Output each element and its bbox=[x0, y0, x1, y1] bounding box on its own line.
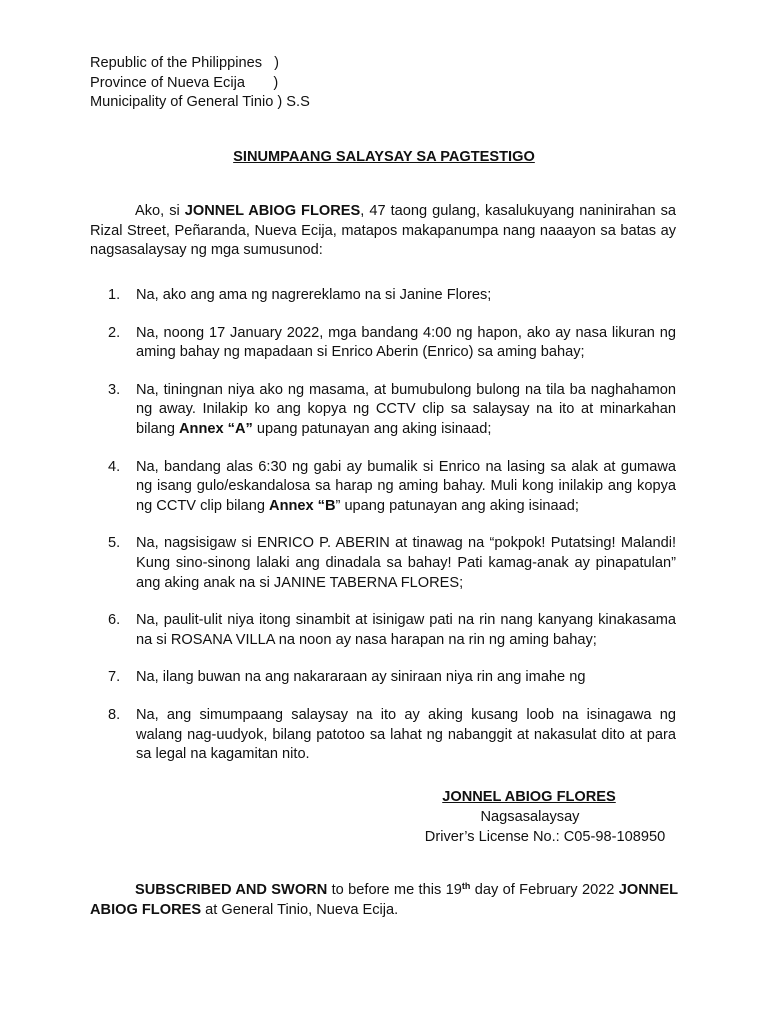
jurat-affiant-name: JONNEL ABIOG FLORES bbox=[90, 882, 678, 918]
statement-text-tail: ” upang patunayan ang aking isinaad; bbox=[335, 497, 579, 514]
statement-number: 3. bbox=[108, 381, 121, 398]
statement-number: 5. bbox=[108, 535, 121, 552]
jurat-superscript: th bbox=[461, 881, 471, 891]
statement-number: 6. bbox=[108, 612, 121, 629]
document-title: SINUMPAANG SALAYSAY SA PAGTESTIGO bbox=[233, 149, 535, 165]
statement-text: Na, ilang buwan na ang nakararaan ay siniraan niya rin ang imahe ng bbox=[136, 669, 586, 686]
statement-number: 2. bbox=[108, 324, 121, 341]
jurat-text-2: day of February 2022 bbox=[470, 882, 619, 898]
jurat-text-3: at General Tinio, Nueva Ecija. bbox=[201, 901, 399, 918]
intro-pre-text: Ako, si bbox=[135, 203, 185, 219]
statement-item bbox=[108, 381, 676, 440]
statement-text: Na, bandang alas 6:30 ng gabi ay bumalik si Enrico na lasing sa alak at gumawa ng isang gulo/eskandalosa sa harap ng aming bahay. Muli kong inilakip ang kopya ng CCTV clip bilang bbox=[136, 458, 676, 514]
statement-number: 8. bbox=[108, 706, 121, 723]
statement-item bbox=[108, 458, 676, 517]
statement-number: 7. bbox=[108, 669, 121, 686]
signatory-role: Nagsasalaysay bbox=[480, 809, 580, 825]
statement-text: Na, ako ang ama ng nagrereklamo na si Janine Flores; bbox=[136, 287, 492, 303]
intro-paragraph bbox=[90, 202, 676, 261]
statement-item bbox=[108, 324, 676, 363]
statement-item bbox=[108, 706, 676, 765]
statement-item bbox=[108, 534, 676, 593]
annex-label: Annex “B bbox=[269, 497, 336, 514]
statement-item bbox=[108, 611, 676, 650]
venue-header bbox=[90, 54, 310, 113]
statement-list bbox=[108, 286, 676, 765]
venue-line-province: Province of Nueva Ecija ) bbox=[90, 74, 279, 91]
statement-text: Na, ang simumpaang salaysay na ito ay aking kusang loob na isinagawa ng walang nag-uudyok, bilang patotoo sa lahat ng nabanggit at nakasulat dito at para sa legal na kagamitan nito. bbox=[136, 706, 676, 763]
statement-text: Na, tiningnan niya ako ng masama, at bumubulong bulong na tila ba naghahamon ng away. Inilakip ko ang kopya ng CCTV clip sa salaysay na ito at minarkahan bilang bbox=[136, 381, 676, 437]
affiant-name: JONNEL ABIOG FLORES bbox=[184, 203, 361, 219]
venue-line-republic: Republic of the Philippines ) bbox=[90, 55, 280, 71]
venue-line-municipality: Municipality of General Tinio ) S.S bbox=[90, 94, 310, 111]
statement-number: 4. bbox=[108, 458, 121, 475]
statement-text: Na, noong 17 January 2022, mga bandang 4:00 ng hapon, ako ay nasa likuran ng aming bahay ng mapadaan si Enrico Aberin (Enrico) sa aming bahay; bbox=[136, 324, 676, 361]
statement-text: Na, nagsisigaw si ENRICO P. ABERIN at tinawag na “pokpok! Putatsing! Malandi! Kung sino-sinong lalaki ang dinadala sa bahay! Pati kamag-anak ay pinapatulan” ang aking anak na si JANINE TABERNA FLORES; bbox=[136, 535, 676, 591]
intro-post-text: , 47 taong gulang, kasalukuyang naninirahan sa Rizal Street, Peñaranda, Nueva Ecija, matapos makapanumpa nang naaayon sa batas ay nagsasalaysay ng mga sumusunod: bbox=[90, 203, 676, 259]
jurat-sworn-label: SUBSCRIBED AND SWORN bbox=[135, 882, 328, 898]
statement-number: 1. bbox=[108, 287, 121, 303]
jurat-text-1: to before me this 19 bbox=[327, 882, 462, 898]
statement-text: Na, paulit-ulit niya itong sinambit at isinigaw pati na rin nang kanyang kinakasama na si ROSANA VILLA na noon ay nasa harapan na rin ng aming bahay; bbox=[136, 612, 676, 648]
jurat-paragraph bbox=[90, 881, 678, 920]
signatory-name: JONNEL ABIOG FLORES bbox=[442, 789, 616, 805]
statement-item bbox=[108, 286, 676, 306]
statement-text-tail: upang patunayan ang aking isinaad; bbox=[252, 420, 492, 437]
drivers-license: Driver’s License No.: C05-98-108950 bbox=[424, 829, 666, 845]
statement-item bbox=[108, 668, 676, 688]
annex-label: Annex “A” bbox=[179, 420, 253, 437]
document-title-block bbox=[0, 148, 768, 168]
